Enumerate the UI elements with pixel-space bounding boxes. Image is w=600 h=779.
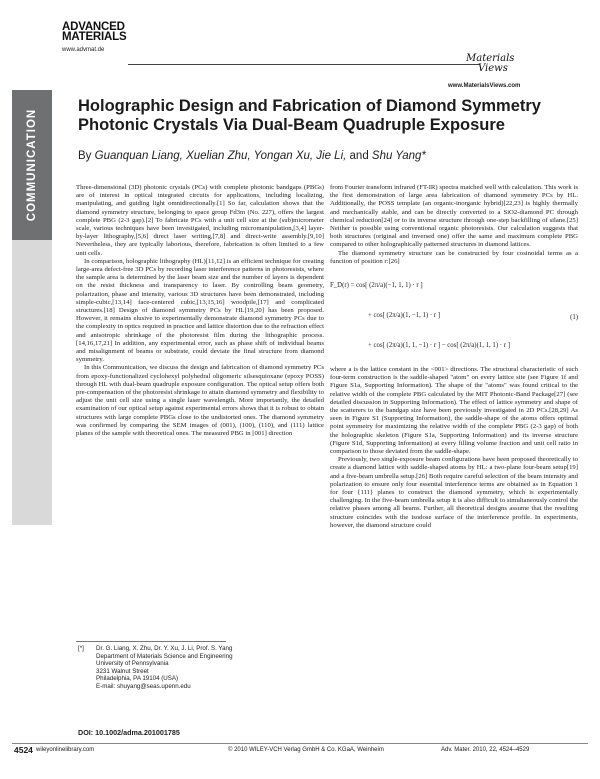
article-title: Holographic Design and Fabrication of Diamond Symmetry Photonic Crystals Via Dual-Beam Quadruple Exposure <box>78 97 541 134</box>
authors-names: Guanquan Liang, Xuelian Zhu, Yongan Xu, Jie Li, <box>94 150 347 162</box>
logo-right-line-1: Materials <box>466 53 515 64</box>
author-list <box>78 150 558 162</box>
footnote-line: University of Pennsylvania <box>96 660 169 668</box>
footer-rule <box>12 743 588 744</box>
paragraph: where a is the lattice constant in the <001> directions. The structural characteristic of such four-term construction is the saddle-shaped "atom" on every lattice site (see Figure 1f and Figure S1a, Supporting Information). The shape of the "atoms" was found critical to the relative width of the complete PBG calculated by the MIT Photonic-Band Package[27] (see detailed discussion in Supporting Information). The effect of lattice symmetry and shape of the scatterers to the bandgap size have been previously investigated in 2D PCs.[28,29] As seen in Figure S1 (Supporting Information), the saddle-shape of the atoms offers optimal point symmetry for maximizing the relative width of the complete PBG (2-3 gap) of both the holographic skeleton (Figure S1a, Supporting Information) and its inverse structure (Figure S1d, Supporting Information) at every filling volume fraction and unit cell ratio in comparison to those deviated from the saddle-shape. <box>330 366 578 456</box>
materials-views-url[interactable]: www.MaterialsViews.com <box>448 83 521 89</box>
journal-citation: Adv. Mater. 2010, 22, 4524–4529 <box>441 747 530 753</box>
doi[interactable]: DOI: 10.1002/adma.201001785 <box>78 728 180 737</box>
paragraph: from Fourier transform infrared (FT-IR) spectra matched well with calculation. This work is the first demonstration of large area fabrication of diamond symmetry PCs by HL. Additionally, the POSS template (an organic-inorganic hybrid)[22,23] is highly thermally and mechanically stable, and can be directly converted to a SiO2-diamond PC through chemical reduction[24] or to its inverse structure through one-step backfilling of silane.[25] Neither is possible using conventional organic photoresists. Our calculation suggests that both structures (original and inversed one) offer the same and maximum complete PBG compared to other holographically patterned structures in diamond lattices. <box>330 184 578 249</box>
paragraph: In comparison, holographic lithography (HL)[11,12] is an efficient technique for creating large-area defect-free 3D PCs by recording laser interference patterns in photoresists, where the sample area is determined by the laser beam size and the number of layers is dependent on the resist thickness and transparency to laser. By controlling beam geometry, polarization, phase and intensity, various 3D structures have been demonstrated, including simple-cubic,[13,14] face-centered cubic,[13,15,16] woodpile,[17] and complicated structures.[18] Design of diamond symmetry PCs by HL[19,20] has been proposed. However, it remains elusive to experimentally demonstrate diamond symmetry PCs due to the complexity in optics required in practice and lattice distortion due to the refraction effect and anisotropic shrinkage of the photoresist film during the lithographic process.[14,16,17,21] In addition, any experimental error, such as phase shift of individual beams and misalignment of beams or substrate, could deviate the final structure from diamond symmetry. <box>76 257 324 364</box>
logo-right-line-2: Views <box>478 63 508 74</box>
equation-line-2: + cos[ (2π/a)(1, −1, 1) · r ] <box>368 312 441 320</box>
journal-url[interactable]: www.advmat.de <box>62 47 105 53</box>
authors-by: By <box>78 150 92 162</box>
footnote-line: 3231 Walnut Street <box>96 667 149 675</box>
logo-line-1: ADVANCED <box>62 21 125 33</box>
left-column <box>76 184 324 438</box>
paragraph: In this Communication, we discuss the design and fabrication of diamond symmetry PCs from epoxy-functionalized cyclohexyl polyhedral oligomeric silsesquioxane (epoxy POSS) through HL with dual-beam quadruple exposure configuration. The optical setup offers both pre-compensation of the photoresist shrinkage to attain diamond symmetry and flexibility to adjust the unit cell size using a single laser wavelength. More importantly, the detailed examination of our optical setup against experimental errors shows that it is robust to obtain structures with large complete PBGs close to the undistorted ones. The diamond symmetry was confirmed by comparing the SEM images of (001), (100), (110), and (111) lattice planes of the sample with theoretical ones. The measured PBG in [001] direction <box>76 364 324 438</box>
footnote-line: Department of Materials Science and Engineering <box>96 652 233 660</box>
paragraph: The diamond symmetry structure can be constructed by four cosinoidal terms as a function of position r:[26] <box>330 249 578 265</box>
authors-last: Shu Yang* <box>371 150 426 162</box>
footnote-line: Philadelphia, PA 19104 (USA) <box>96 675 179 683</box>
footnote-rule <box>76 641 226 642</box>
footnote-line: Dr. G. Liang, X. Zhu, Dr. Y. Xu, J. Li, Prof. S. Yang <box>96 645 233 652</box>
side-strip <box>12 240 52 525</box>
right-column <box>330 184 578 530</box>
equation-line-3: + cos[ (2π/a)(1, 1, −1) · r ] − cos[ (2π/a)(1, 1, 1) · r ] <box>368 342 510 350</box>
equation-1 <box>330 272 578 362</box>
page-number: 4524 <box>14 745 33 755</box>
equation-number: (1) <box>570 314 578 322</box>
footer-url[interactable]: wileyonlinelibrary.com <box>36 747 95 753</box>
section-tab <box>12 90 52 240</box>
section-tab-label: COMMUNICATION <box>26 108 38 222</box>
authors-and: and <box>349 150 369 162</box>
materials-views-logo <box>466 54 514 74</box>
copyright: © 2010 WILEY-VCH Verlag GmbH & Co. KGaA, Weinheim <box>228 747 384 753</box>
paragraph: Three-dimensional (3D) photonic crystals (PCs) with complete photonic bandgaps (PBGs) are of interest in optical integrated circuits for applications, including localizing, manipulating, and guiding light omnidirectionally.[1] So far, calculation shows that the diamond symmetry structure, belonging to space group Fd3m (No. 227), offers the largest complete PBG (2-3 gap).[2] To fabricate PCs with a unit cell size at the (sub)micrometer scale, various techniques have been investigated, including micromanipulation,[3,4] layer-by-layer lithography,[5,6] direct laser writing,[7,8] and direct-write assembly.[9,10] Nevertheless, they are typically laborious, therefore, fabrication is often limited to a few unit cells. <box>76 184 324 257</box>
logo-line-2: MATERIALS <box>62 31 127 43</box>
advanced-materials-logo <box>62 22 126 42</box>
footnote-mark: [*] <box>78 645 84 652</box>
affiliation-footnote <box>78 645 318 691</box>
paragraph: Previously, two single-exposure beam configurations have been proposed theoretically to create a diamond lattice with saddle-shaped atoms by HL: a two-plane four-beam setup[19] and a five-beam umbrella setup.[26] Both require careful selection of the beam intensity and polarization to ensure only four essential interference terms are obtained as in Equation 1 for four {111} planes to construct the diamond symmetry, which is experimentally challenging. In the five-beam umbrella setup it is also difficult to simultaneously control the relative phases among all beams. Further, all theoretical designs assume that the resulting structure coincides with the isodose surface of the interference profile. In experiments, however, the diamond structure could <box>330 456 578 529</box>
footnote-email[interactable]: E-mail: shuyang@seas.upenn.edu <box>96 682 191 690</box>
header-rule <box>128 64 480 65</box>
equation-line-1: F_D(r) = cos[ (2π/a)(−1, 1, 1) · r ] <box>330 282 423 290</box>
